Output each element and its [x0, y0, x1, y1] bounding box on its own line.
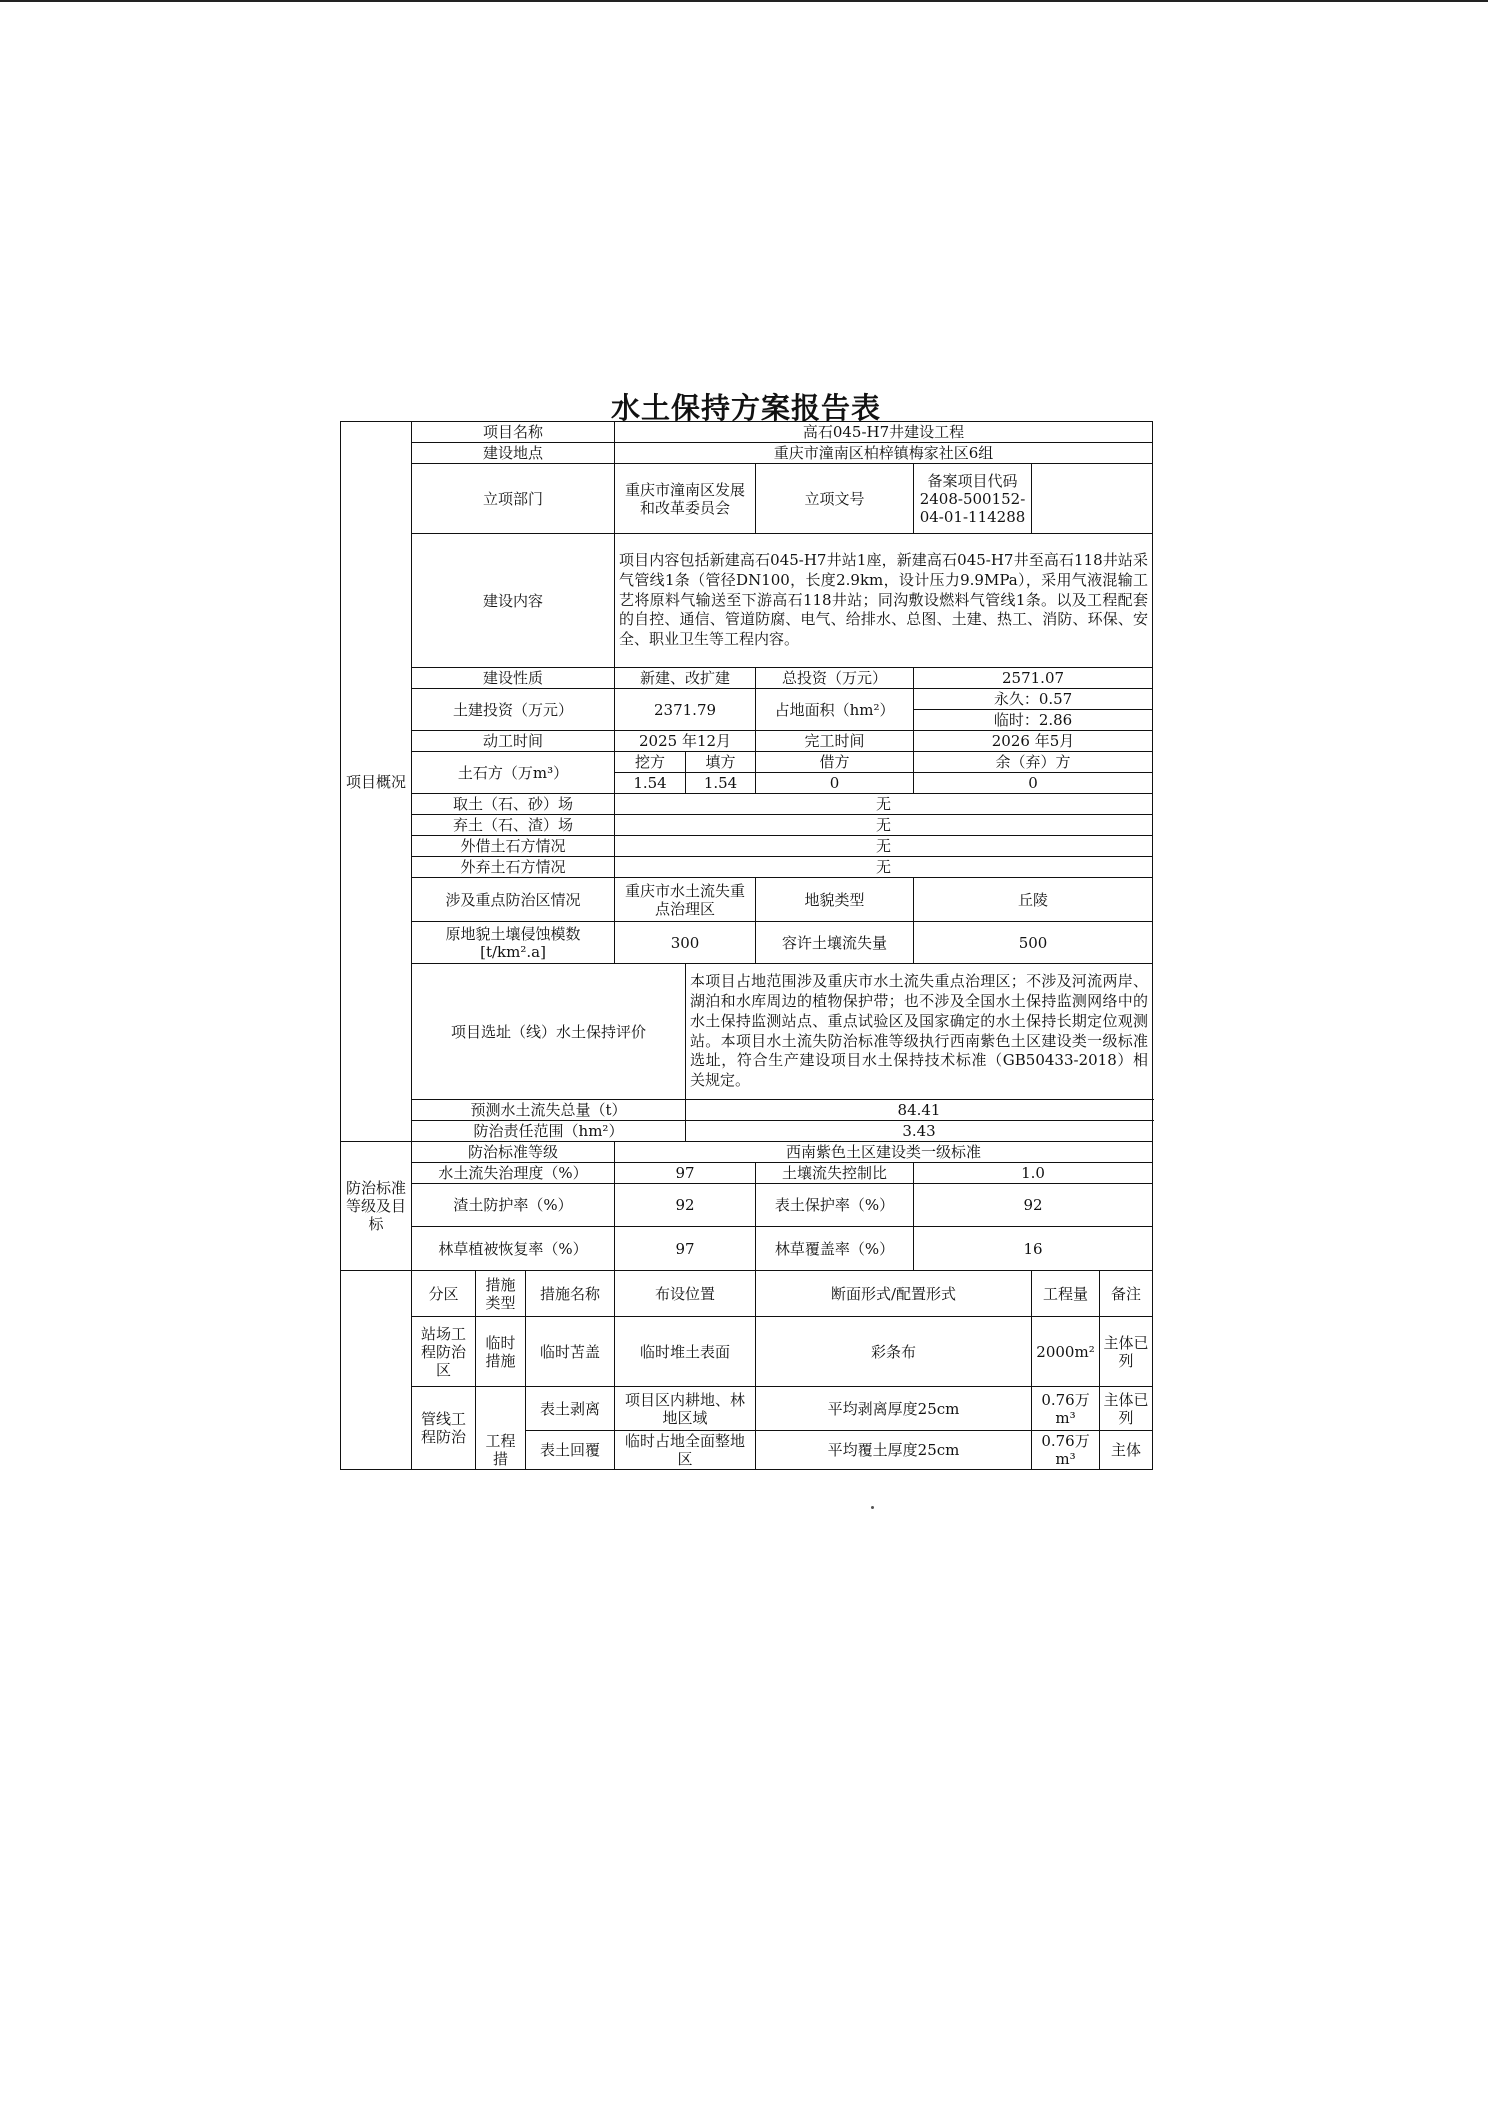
value-allowable-loss: 500: [914, 922, 1153, 964]
value-erosion-modulus: 300: [615, 922, 756, 964]
pipeline-remark-1: 主体已列: [1100, 1387, 1153, 1431]
value-vegetation-restore: 97: [615, 1227, 756, 1271]
station-zone: 站场工程防治区: [412, 1317, 476, 1387]
header-section-form: 断面形式/配置形式: [756, 1271, 1032, 1317]
value-responsibility-area: 3.43: [686, 1121, 1153, 1142]
value-borrow-site: 无: [615, 794, 1153, 815]
value-fill: 1.54: [686, 773, 756, 794]
label-civil-investment: 土建投资（万元）: [412, 689, 615, 731]
station-location: 临时堆土表面: [615, 1317, 756, 1387]
label-nature: 建设性质: [412, 668, 615, 689]
label-loss-control-ratio: 土壤流失控制比: [756, 1163, 914, 1184]
label-control-degree: 水土流失治理度（%）: [412, 1163, 615, 1184]
pipeline-location-1: 项目区内耕地、林地区域: [615, 1387, 756, 1431]
label-end-time: 完工时间: [756, 731, 914, 752]
value-location: 重庆市潼南区柏梓镇梅家社区6组: [615, 443, 1153, 464]
header-excavation: 挖方: [615, 752, 686, 773]
header-remark: 备注: [1100, 1271, 1153, 1317]
value-total-investment: 2571.07: [914, 668, 1153, 689]
header-measure-name: 措施名称: [526, 1271, 615, 1317]
value-dept: 重庆市潼南区发展和改革委员会: [615, 464, 756, 534]
pipeline-form-2: 平均覆土厚度25cm: [756, 1431, 1032, 1470]
label-doc-no: 立项文号: [756, 464, 914, 534]
value-landform: 丘陵: [914, 878, 1153, 922]
header-zone: 分区: [412, 1271, 476, 1317]
value-key-zone: 重庆市水土流失重点治理区: [615, 878, 756, 922]
section-measures-blank: [341, 1271, 412, 1470]
value-control-degree: 97: [615, 1163, 756, 1184]
value-spoil: 0: [914, 773, 1153, 794]
scan-top-border: [0, 0, 1488, 2]
project-code-value: 2408-500152-04-01-114288: [919, 489, 1026, 526]
report-table: [340, 421, 1153, 1470]
value-vegetation-coverage: 16: [914, 1227, 1153, 1271]
pipeline-location-2: 临时占地全面整地区: [615, 1431, 756, 1470]
label-borrow-site: 取土（石、砂）场: [412, 794, 615, 815]
value-doc-no: [1032, 464, 1153, 534]
label-key-zone: 涉及重点防治区情况: [412, 878, 615, 922]
label-external-spoil: 外弃土石方情况: [412, 857, 615, 878]
header-layout-location: 布设位置: [615, 1271, 756, 1317]
header-fill: 填方: [686, 752, 756, 773]
pipeline-form-1: 平均剥离厚度25cm: [756, 1387, 1032, 1431]
value-civil-investment: 2371.79: [615, 689, 756, 731]
pipeline-quantity-2: 0.76万m³: [1032, 1431, 1100, 1470]
pipeline-measure-type: 工程措: [476, 1387, 526, 1470]
header-spoil: 余（弃）方: [914, 752, 1153, 773]
value-external-borrow: 无: [615, 836, 1153, 857]
document-title: 水土保持方案报告表: [610, 391, 881, 425]
value-project-name: 高石045-H7井建设工程: [615, 422, 1153, 443]
pipeline-remark-2: 主体: [1100, 1431, 1153, 1470]
label-predicted-loss: 预测水土流失总量（t）: [412, 1100, 686, 1121]
station-form: 彩条布: [756, 1317, 1032, 1387]
label-erosion-modulus: [412, 922, 615, 964]
value-spoil-site: 无: [615, 815, 1153, 836]
erosion-label-text: 原地貌土壤侵蚀模数: [445, 924, 581, 943]
label-landform: 地貌类型: [756, 878, 914, 922]
label-spoil-site: 弃土（石、渣）场: [412, 815, 615, 836]
label-standard-level: 防治标准等级: [412, 1142, 615, 1163]
section-overview: 项目概况: [341, 422, 412, 1142]
label-content: 建设内容: [412, 534, 615, 668]
value-nature: 新建、改扩建: [615, 668, 756, 689]
value-topsoil-protection: 92: [914, 1184, 1153, 1227]
value-content: 项目内容包括新建高石045-H7井站1座，新建高石045-H7井至高石118井站采气管线1条（管径DN100，长度2.9km，设计压力9.9MPa），采用气液混输工艺将原料气输送至下游高石118井站；同沟敷设燃料气管线1条。以及工程配套的自控、通信、管道防腐、电气、给排水、总图、土建、热工、消防、环保、安全、职业卫生等工程内容。: [615, 534, 1153, 668]
station-measure-name: 临时苫盖: [526, 1317, 615, 1387]
label-total-investment: 总投资（万元）: [756, 668, 914, 689]
pipeline-quantity-1: 0.76万m³: [1032, 1387, 1100, 1431]
value-temporary-area: 临时：2.86: [914, 710, 1153, 731]
label-location: 建设地点: [412, 443, 615, 464]
label-site-evaluation: 项目选址（线）水土保持评价: [412, 964, 686, 1100]
label-allowable-loss: 容许土壤流失量: [756, 922, 914, 964]
station-quantity: 2000m²: [1032, 1317, 1100, 1387]
label-external-borrow: 外借土石方情况: [412, 836, 615, 857]
header-measure-type: 措施类型: [476, 1271, 526, 1317]
station-measure-type: 临时措施: [476, 1317, 526, 1387]
label-responsibility-area: 防治责任范围（hm²）: [412, 1121, 686, 1142]
pipeline-measure-name-2: 表土回覆: [526, 1431, 615, 1470]
value-slag-protection: 92: [615, 1184, 756, 1227]
header-borrow: 借方: [756, 752, 914, 773]
project-code-label: 备案项目代码: [927, 471, 1018, 490]
label-earthwork: 土石方（万m³）: [412, 752, 615, 794]
value-excavation: 1.54: [615, 773, 686, 794]
value-permanent-area: 永久：0.57: [914, 689, 1153, 710]
label-land-area: 占地面积（hm²）: [756, 689, 914, 731]
label-topsoil-protection: 表土保护率（%）: [756, 1184, 914, 1227]
value-standard-level: 西南紫色土区建设类一级标准: [615, 1142, 1153, 1163]
label-project-name: 项目名称: [412, 422, 615, 443]
value-start-time: 2025 年12月: [615, 731, 756, 752]
label-start-time: 动工时间: [412, 731, 615, 752]
label-dept: 立项部门: [412, 464, 615, 534]
value-end-time: 2026 年5月: [914, 731, 1153, 752]
value-external-spoil: 无: [615, 857, 1153, 878]
label-project-code: [914, 464, 1032, 534]
label-vegetation-restore: 林草植被恢复率（%）: [412, 1227, 615, 1271]
section-standard: 防治标准等级及目标: [341, 1142, 412, 1271]
label-slag-protection: 渣土防护率（%）: [412, 1184, 615, 1227]
label-vegetation-coverage: 林草覆盖率（%）: [756, 1227, 914, 1271]
scan-speck: [871, 1506, 874, 1509]
value-borrow: 0: [756, 773, 914, 794]
header-quantity: 工程量: [1032, 1271, 1100, 1317]
value-site-evaluation: 本项目占地范围涉及重庆市水土流失重点治理区；不涉及河流两岸、湖泊和水库周边的植物保护带；也不涉及全国水土保持监测网络中的水土保持监测站点、重点试验区及国家确定的水土保持长期定位观测站。本项目水土流失防治标准等级执行西南紫色土区建设类一级标准选址，符合生产建设项目水土保持技术标准（GB50433-2018）相关规定。: [686, 964, 1153, 1100]
station-remark: 主体已列: [1100, 1317, 1153, 1387]
value-loss-control-ratio: 1.0: [914, 1163, 1153, 1184]
value-predicted-loss: 84.41: [686, 1100, 1153, 1121]
erosion-unit: [t/km².a]: [480, 942, 546, 961]
pipeline-zone: 管线工程防治: [412, 1387, 476, 1470]
pipeline-measure-name-1: 表土剥离: [526, 1387, 615, 1431]
